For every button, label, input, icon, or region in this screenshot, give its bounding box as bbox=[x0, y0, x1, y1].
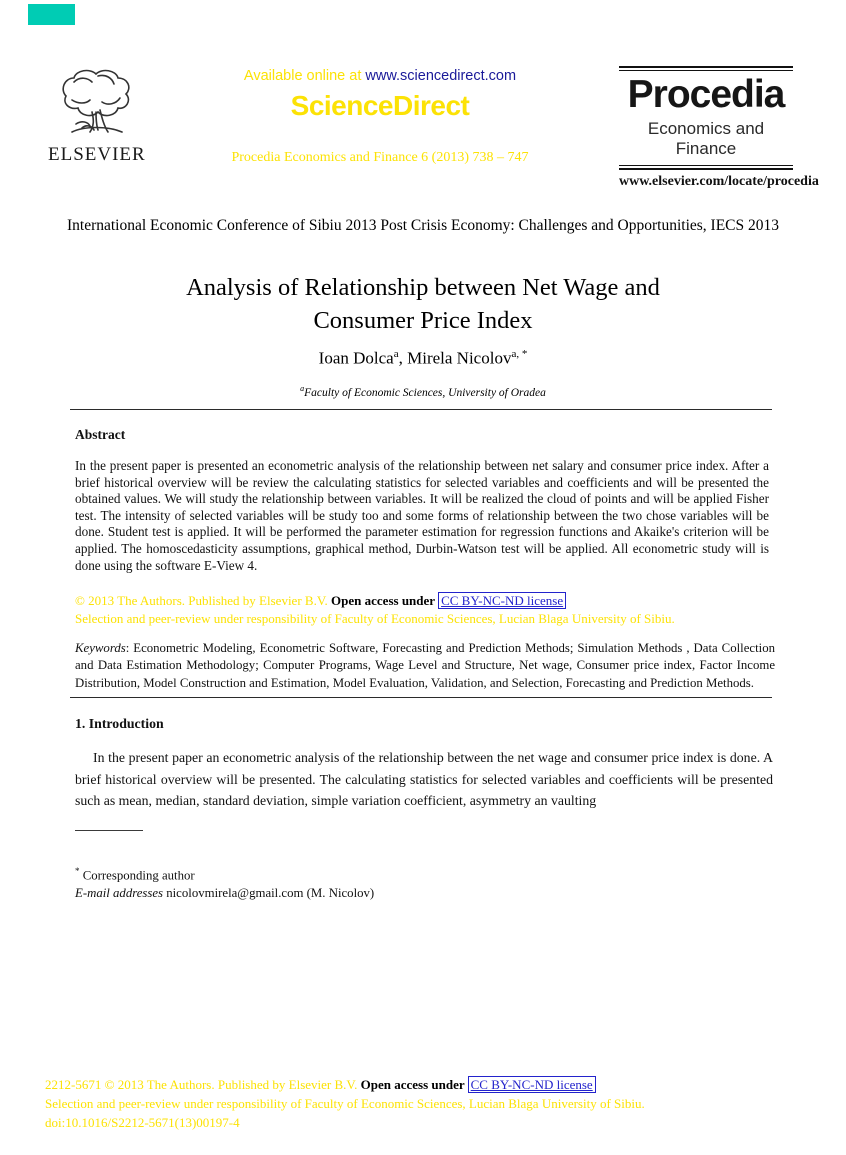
sciencedirect-logo: ScienceDirect bbox=[290, 90, 470, 121]
procedia-subtitle: Economics and Finance bbox=[647, 118, 765, 158]
elsevier-wordmark: ELSEVIER bbox=[48, 144, 146, 165]
abstract-top-rule bbox=[70, 409, 772, 410]
affiliation-mark: a bbox=[300, 384, 305, 393]
affiliation-text: Faculty of Economic Sciences, University of Oradea bbox=[304, 386, 546, 399]
footnote-block bbox=[75, 863, 475, 902]
footnote-asterisk: * bbox=[75, 866, 80, 876]
sciencedirect-url-link[interactable]: www.sciencedirect.com bbox=[365, 68, 517, 84]
procedia-bottom-rule bbox=[619, 165, 793, 170]
available-online-text: Available online at bbox=[243, 68, 366, 84]
footer-selection-line: Selection and peer-review under responsibility of Faculty of Economic Sciences, Lucian Blaga University of Sibiu. bbox=[45, 1095, 645, 1111]
paper-title bbox=[63, 271, 783, 337]
author-2: Mirela Nicolov bbox=[407, 348, 512, 368]
journal-citation-line: Procedia Economics and Finance 6 (2013) 738 – 747 bbox=[231, 150, 529, 165]
keywords-text: : Econometric Modeling, Econometric Software, Forecasting and Prediction Methods; Simulation Methods , Data Collection and Data Estimation Methodology; Computer Programs, Wage Level and Structure, Net wage, Consumer price index, Factor Income Distribution, Model Construction and Estimation, Model Evaluation, Validation, and Selection, Forecasting and Prediction Methods. bbox=[75, 641, 775, 690]
footer-block bbox=[45, 1076, 805, 1132]
email-label: E-mail addresses bbox=[75, 885, 164, 900]
footer-open-access-text: Open access under bbox=[360, 1077, 468, 1092]
procedia-wordmark: Procedia bbox=[627, 73, 785, 116]
keywords-block bbox=[75, 640, 775, 692]
copyright-text: © 2013 The Authors. Published by Elsevier B.V. bbox=[75, 593, 332, 608]
introduction-body: In the present paper an econometric analysis of the relationship between the net wage and consumer price index is done. A brief historical overview will be presented. The calculating statistics for selected variables and coefficients will be presented such as mean, median, standard deviation, simple variation coefficient, asymmetry an vaulting bbox=[75, 750, 773, 808]
abstract-heading: Abstract bbox=[75, 427, 126, 442]
corresponding-author-line bbox=[75, 863, 475, 885]
corresponding-author-text: Corresponding author bbox=[79, 868, 195, 883]
authors-line bbox=[63, 348, 783, 369]
procedia-masthead bbox=[619, 66, 819, 190]
copyright-line bbox=[75, 592, 775, 610]
paper-title-line2: Consumer Price Index bbox=[313, 307, 533, 335]
introduction-heading: 1. Introduction bbox=[75, 716, 164, 731]
license-block bbox=[75, 592, 775, 627]
author-2-affmark: a, * bbox=[511, 348, 528, 360]
paper-title-line1: Analysis of Relationship between Net Wage and bbox=[186, 274, 660, 301]
footer-issn-line bbox=[45, 1076, 805, 1095]
open-access-text: Open access under bbox=[331, 593, 439, 608]
footnote-divider bbox=[75, 830, 143, 831]
author-1-affmark: a bbox=[393, 348, 399, 360]
teal-corner-badge bbox=[28, 4, 75, 25]
conference-title: International Economic Conference of Sibiu 2013 Post Crisis Economy: Challenges and Opportunities, IECS 2013 bbox=[66, 217, 780, 234]
keywords-bottom-rule bbox=[70, 697, 772, 698]
affiliation-line bbox=[63, 384, 783, 399]
procedia-top-rule bbox=[619, 66, 793, 71]
footer-doi: doi:10.1016/S2212-5671(13)00197-4 bbox=[45, 1114, 240, 1130]
email-address-link[interactable]: nicolovmirela@gmail.com (M. Nicolov) bbox=[163, 885, 375, 900]
abstract-body: In the present paper is presented an econometric analysis of the relationship between net salary and consumer price index. After a brief historical overview will be review the calculating statistics for selected variables and coefficients and will be presented the obtained values. We will study the relationship between variables. It will be realized the cloud of points and will be applied Fisher test. The intensity of selected variables will be study too and some forms of relationship between the two chose variables will be done. Student test is applied. It will be performed the parameter estimation for regression functions and Akaike's criterion will be applied. The homoscedasticity assumptions, graphical method, Durbin-Watson test will be applied. All econometric study will is done using the software E-View 4. bbox=[75, 458, 769, 573]
cc-by-nc-nd-license-link[interactable]: CC BY-NC-ND license bbox=[438, 592, 566, 609]
author-1: Ioan Dolca bbox=[318, 348, 394, 368]
author-separator: , bbox=[398, 348, 408, 368]
procedia-url-link[interactable]: www.elsevier.com/locate/procedia bbox=[619, 173, 819, 189]
selection-line: Selection and peer-review under responsibility of Faculty of Economic Sciences, Lucian Blaga University of Sibiu. bbox=[75, 610, 675, 626]
email-line bbox=[75, 885, 475, 903]
footer-cc-by-nc-nd-license-link[interactable]: CC BY-NC-ND license bbox=[468, 1076, 596, 1093]
footer-issn-copyright: 2212-5671 © 2013 The Authors. Published by Elsevier B.V. bbox=[45, 1077, 361, 1092]
keywords-label: Keywords bbox=[75, 641, 126, 655]
